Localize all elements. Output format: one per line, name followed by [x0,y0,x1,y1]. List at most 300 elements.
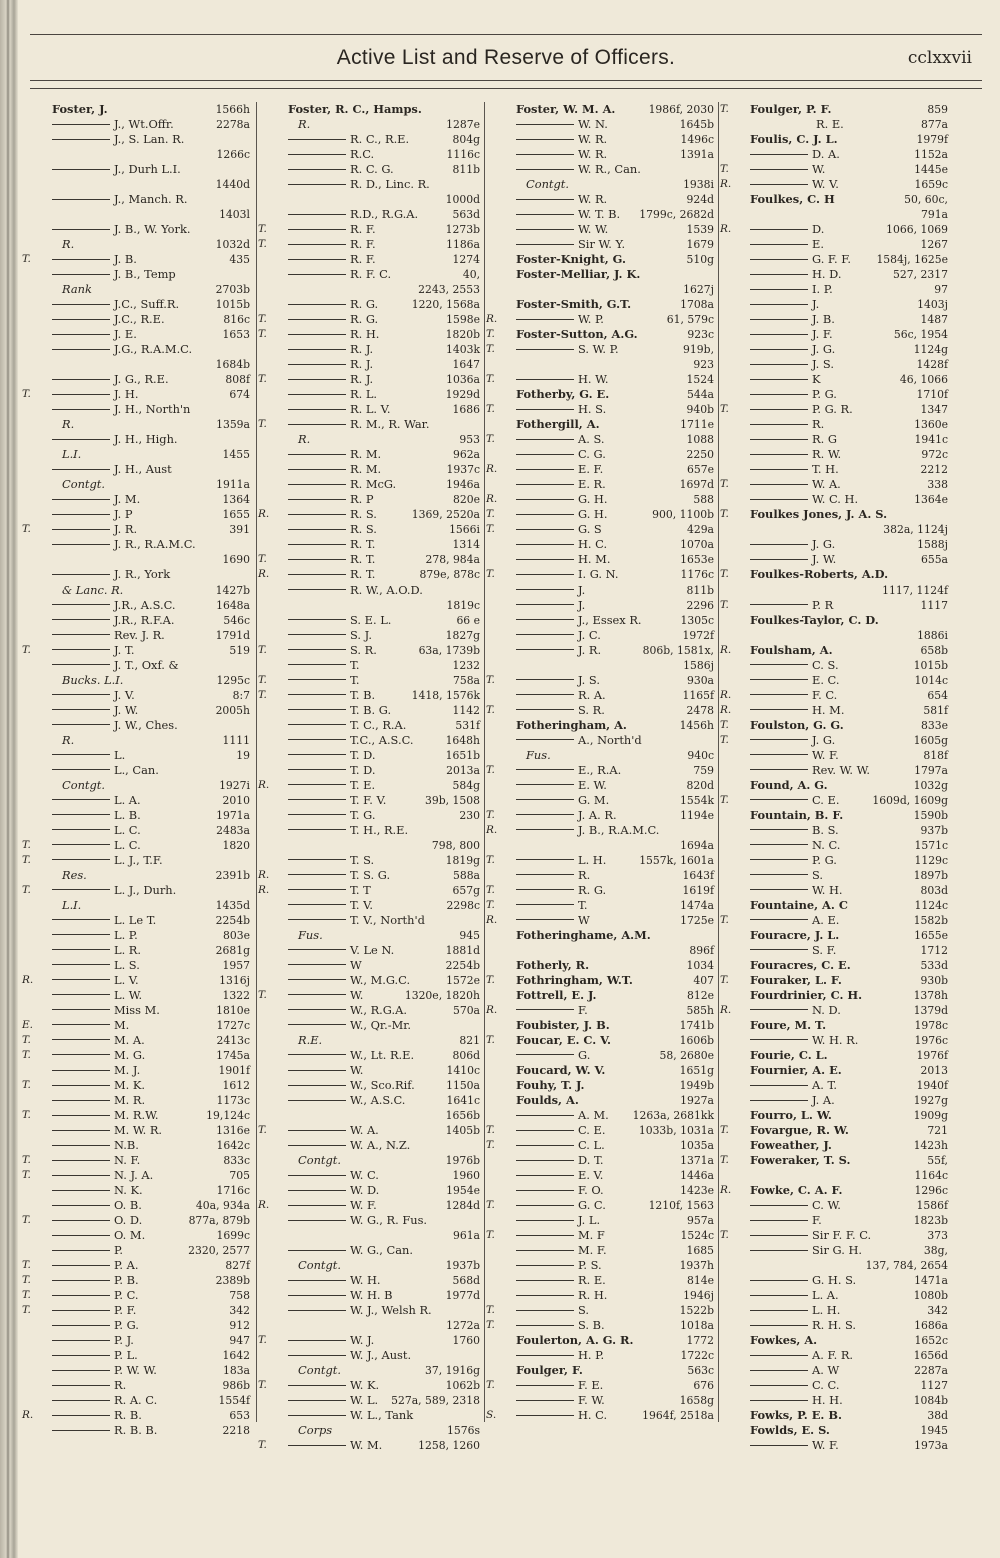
page-reference: 1685 [686,1244,714,1258]
status-marker: R. [22,1409,34,1422]
entry-name: P. G. [114,1318,139,1333]
ditto-dash [288,1310,346,1311]
entry-name: G. S [578,522,602,537]
entry-name: Contgt. [526,177,569,192]
initials-entry [750,883,843,898]
initials-entry [52,522,137,537]
ditto-dash [288,859,346,860]
index-entry [22,237,254,252]
entry-name: L. Le T. [114,912,157,927]
page-reference: 2298c [446,898,480,912]
index-entry [22,1318,254,1333]
initials-entry [516,643,601,658]
entry-name: N. D. [812,1002,841,1017]
ditto-dash [52,379,110,380]
page-reference: 2254b [215,913,250,927]
ditto-dash [288,754,346,755]
entry-name: W. M. [350,1438,383,1453]
index-entry [486,973,718,988]
index-entry [720,462,952,477]
index-entry [486,192,718,207]
index-entry [486,1333,718,1348]
page-reference: 674 [229,388,250,402]
entry-name: R. M. [350,462,382,477]
entry-name: R. [62,732,75,747]
entry-name: R. [114,1378,127,1393]
page-reference: 676 [693,1379,714,1393]
ditto-dash [516,514,574,515]
index-entry [22,297,254,312]
page-reference: 1554k [679,793,714,807]
ditto-dash [52,769,110,770]
index-entry [258,552,484,567]
entry-name: M. R. [114,1093,146,1108]
index-entry [258,222,484,237]
initials-entry [516,808,617,823]
page-reference: 1679 [686,238,714,252]
surname-entry [516,1018,610,1033]
index-entry [22,417,254,432]
entry-name: Foster-Sutton, A.G. [516,327,638,342]
entry-name: Fouraker, L. F. [750,972,842,987]
index-entry [720,1003,952,1018]
index-entry [720,1108,952,1123]
index-entry [258,613,484,628]
entry-name: W [578,912,590,927]
index-entry [486,477,718,492]
entry-name: T.C., A.S.C. [350,732,414,747]
initials-entry [516,583,585,598]
index-entry [720,372,952,387]
ditto-dash [516,484,574,485]
entry-name: R. A. [578,687,606,702]
entry-name: Fowke, C. A. F. [750,1183,843,1198]
index-entry [258,673,484,688]
initials-entry [288,1198,377,1213]
initials-entry [288,658,360,673]
ditto-dash [750,1039,808,1040]
surname-entry [516,973,633,988]
initials-entry [288,552,375,567]
index-entry [720,973,952,988]
ditto-dash [516,1190,574,1191]
initials-entry [516,853,606,868]
initials-entry [288,297,378,312]
page-reference: 1590b [913,808,948,822]
status-marker: T. [22,838,31,851]
entry-name: J., Durh L.I. [114,162,181,177]
ditto-dash [52,754,110,755]
initials-entry [288,507,377,522]
page-reference: 1972f [682,628,714,642]
initials-entry [516,1288,607,1303]
index-entry [720,207,952,222]
ditto-dash [750,709,808,710]
entry-name: H. S. [578,402,607,417]
index-entry [258,492,484,507]
index-entry [22,688,254,703]
initials-entry [516,447,606,462]
ditto-dash [516,544,574,545]
initials-entry [516,1258,602,1273]
index-entry [22,1153,254,1168]
index-entry [486,1063,718,1078]
entry-name: R. S. [350,522,377,537]
entry-name: G. H. [578,492,608,507]
page-reference: 818f [923,748,948,762]
initials-entry [516,1003,588,1018]
initials-entry [52,1393,157,1408]
surname-entry [750,1123,849,1138]
index-entry [486,598,718,613]
entry-name: J. T., Oxf. & [114,657,179,672]
index-entry [258,462,484,477]
entry-name: R. F. C. [350,267,392,282]
index-entry [22,357,254,372]
entry-name: A. W [812,1363,840,1378]
page-reference: 1978c [914,1018,948,1032]
status-marker: T. [258,1439,267,1452]
status-marker: T. [720,1124,729,1137]
initials-entry [750,838,840,853]
index-entry [258,522,484,537]
ditto-dash [288,484,346,485]
index-entry [22,1303,254,1318]
page-reference: 1220, 1568a [411,298,480,312]
ditto-dash [52,1310,110,1311]
page-reference: 1725e [680,913,714,927]
entry-name: J. A. R. [578,807,617,822]
initials-entry [516,1198,606,1213]
status-marker: T. [258,373,267,386]
ditto-dash [516,349,574,350]
ditto-dash [288,1100,346,1101]
entry-name: R.C. [350,147,375,162]
entry-name: R. T. [350,552,376,567]
ditto-dash [52,574,110,575]
index-entry [258,688,484,703]
entry-name: W. L., Tank [350,1408,414,1423]
page-reference: 940b [686,403,714,417]
status-marker: T. [486,343,495,356]
index-entry [22,658,254,673]
page-reference: 806d [452,1048,480,1062]
index-entry [22,222,254,237]
index-entry [486,537,718,552]
initials-entry [288,793,386,808]
index-entry [258,477,484,492]
ditto-dash [288,1220,346,1221]
status-marker: T. [486,1139,495,1152]
status-marker: T. [486,328,495,341]
ditto-dash [52,274,110,275]
ditto-dash [52,844,110,845]
page-reference: 2391b [215,868,250,882]
page-reference: 1586f [916,1199,948,1213]
page-reference: 1423h [913,1139,948,1153]
initials-entry [516,372,609,387]
entry-name: M. G. [114,1047,146,1062]
page-reference: 972c [921,448,948,462]
status-marker: T. [486,853,495,866]
ditto-dash [288,634,346,635]
page-reference: 1267 [920,238,948,252]
ditto-dash [288,1009,346,1010]
entry-name: Foulerton, A. G. R. [516,1333,634,1348]
initials-entry [288,237,376,252]
initials-entry [750,462,839,477]
page-reference: 1524 [686,373,714,387]
index-entry [486,357,718,372]
ditto-dash [516,634,574,635]
index-entry [720,1378,952,1393]
status-marker: T. [486,1124,495,1137]
initials-entry [52,748,125,763]
entry-name: Fottrell, E. J. [516,987,597,1002]
page-reference: 1976b [445,1154,480,1168]
ditto-dash [750,1310,808,1311]
entry-name: R. A. C. [114,1393,158,1408]
status-marker: T. [258,238,267,251]
entry-name: R. [578,867,591,882]
index-entry [258,372,484,387]
entry-name: L. J., T.F. [114,852,163,867]
index-entry [258,1273,484,1288]
continuation-text [298,1423,332,1438]
index-entry [258,1378,484,1393]
index-entry [258,267,484,282]
entry-name: Foulkes-Roberts, A.D. [750,567,889,582]
index-entry [258,718,484,733]
initials-entry [288,688,375,703]
index-entry [486,1213,718,1228]
initials-entry [288,522,377,537]
index-entry [258,1063,484,1078]
page-reference: 1117 [920,598,948,612]
index-entry [720,1363,952,1378]
page-reference: 1694a [680,838,714,852]
index-entry [486,838,718,853]
ditto-dash [750,1400,808,1401]
initials-entry [52,132,184,147]
ditto-dash [52,1054,110,1055]
entry-name: Fothringham, W.T. [516,972,633,987]
index-entry [258,778,484,793]
surname-entry [750,132,838,147]
ditto-dash [288,394,346,395]
page-reference: 1035a [680,1139,714,1153]
initials-entry [516,823,659,838]
entry-name: Contgt. [298,1153,341,1168]
index-entry [720,267,952,282]
entry-name: R. [298,432,311,447]
ditto-dash [516,589,574,590]
page-reference: 1810e [216,1003,250,1017]
ditto-dash [516,709,574,710]
entry-name: W., M.G.C. [350,972,411,987]
initials-entry [52,297,179,312]
index-entry [486,1078,718,1093]
ditto-dash [750,169,808,170]
initials-entry [288,1018,411,1033]
index-entry [258,853,484,868]
initials-entry [516,207,620,222]
ditto-dash [516,679,574,680]
page-reference: 40, [462,268,480,282]
entry-name: W. H. [350,1273,381,1288]
initials-entry [288,1168,379,1183]
index-entry [22,1423,254,1438]
entry-name: W. J., Aust. [350,1348,412,1363]
ditto-dash [52,544,110,545]
page-reference: 1711e [680,418,714,432]
entry-name: Fotherby, G. E. [516,387,610,402]
page-reference: 1557k, 1601a [639,853,714,867]
page-reference: 1648a [216,598,250,612]
initials-entry [516,1318,605,1333]
index-entry [22,613,254,628]
entry-name: W. T. B. [578,207,621,222]
page-reference: 1080b [913,1289,948,1303]
entry-name: W., A.S.C. [350,1093,406,1108]
status-marker: T. [486,808,495,821]
ditto-dash [52,1100,110,1101]
status-marker: T. [258,988,267,1001]
status-marker: R. [720,703,732,716]
page-reference: 879e, 878c [419,568,480,582]
entry-name: Foucard, W. V. [516,1063,606,1077]
initials-entry [52,1258,138,1273]
index-entry [486,492,718,507]
ditto-dash [516,454,574,455]
index-entry [22,673,254,688]
status-marker: T. [258,328,267,341]
page-reference: 38d [927,1409,948,1423]
page-reference: 833c [223,1154,250,1168]
entry-name: J. M. [114,492,141,507]
page-reference: 1686 [452,403,480,417]
index-entry [720,613,952,628]
initials-entry [750,357,834,372]
index-entry [22,177,254,192]
page-reference: 2483a [216,823,250,837]
initials-entry [516,898,588,913]
initials-entry [52,913,156,928]
entry-name: L.I. [62,447,82,462]
page-reference: 919b, [683,343,714,357]
entry-name: Rev. J. R. [114,627,165,642]
page-reference: 1427b [215,583,250,597]
initials-entry [288,1438,382,1453]
page-reference: 1937c [446,463,480,477]
entry-name: Foster, W. M. A. [516,102,616,116]
initials-entry [52,492,140,507]
initials-entry [516,1393,605,1408]
column-divider [484,102,485,1422]
index-entry [720,793,952,808]
index-entry [22,868,254,883]
status-marker: R. [720,1184,732,1197]
index-entry [22,567,254,582]
entry-name: R. E. [578,1273,606,1288]
page-reference: 1152a [914,148,948,162]
index-entry [22,432,254,447]
entry-name: W. C. H. [812,492,859,507]
index-entry [22,507,254,522]
page-reference: 1708a [680,298,714,312]
page-reference: 8:7 [232,688,250,702]
ditto-dash [516,769,574,770]
index-entry [720,943,952,958]
entry-name: J. G. [812,537,836,552]
status-marker: T. [720,508,729,521]
ditto-dash [750,1205,808,1206]
entry-name: Foulger, P. F. [750,102,832,116]
status-marker: T. [486,1033,495,1046]
index-entry [720,1318,952,1333]
page-reference: 654 [927,688,948,702]
initials-entry [750,297,819,312]
ditto-dash [516,799,574,800]
index-entry [486,1363,718,1378]
index-entry [258,1288,484,1303]
index-entry [258,282,484,297]
index-entry [22,1048,254,1063]
ditto-dash [750,364,808,365]
index-entry [258,447,484,462]
index-entry [22,763,254,778]
page-reference: 1428f [916,358,948,372]
entry-name: J. A. [812,1093,835,1108]
status-marker: T. [22,523,31,536]
entry-name: R. [298,117,311,132]
initials-entry [750,1303,840,1318]
index-entry [720,718,952,733]
surname-entry [516,1363,583,1378]
page-reference: 1954e [446,1184,480,1198]
entry-name: R. M. [350,447,382,462]
status-marker: T. [720,793,729,806]
initials-entry [288,1393,378,1408]
initials-entry [52,688,135,703]
ditto-dash [750,289,808,290]
page-reference: 2010 [222,793,250,807]
ditto-dash [52,1385,110,1386]
index-entry [258,913,484,928]
entry-name: R. G. [578,882,607,897]
index-entry [22,988,254,1003]
index-entry [720,102,952,117]
initials-entry [288,1303,432,1318]
entry-name: A. T. [812,1078,838,1093]
index-entry [22,928,254,943]
index-entry [486,1288,718,1303]
index-entry [720,808,952,823]
page-reference: 986b [222,1379,250,1393]
initials-entry [52,718,178,733]
status-marker: T. [22,1048,31,1061]
surname-entry [516,1063,605,1078]
page-reference: 563c [687,1364,714,1378]
page-reference: 1496c [680,133,714,147]
index-entry [258,132,484,147]
entry-name: E. [812,237,824,252]
page-reference: 877a, 879b [188,1214,250,1228]
index-entry [720,1123,952,1138]
entry-name: O. B. [114,1198,142,1213]
index-entry [22,643,254,658]
index-entry [720,522,952,537]
